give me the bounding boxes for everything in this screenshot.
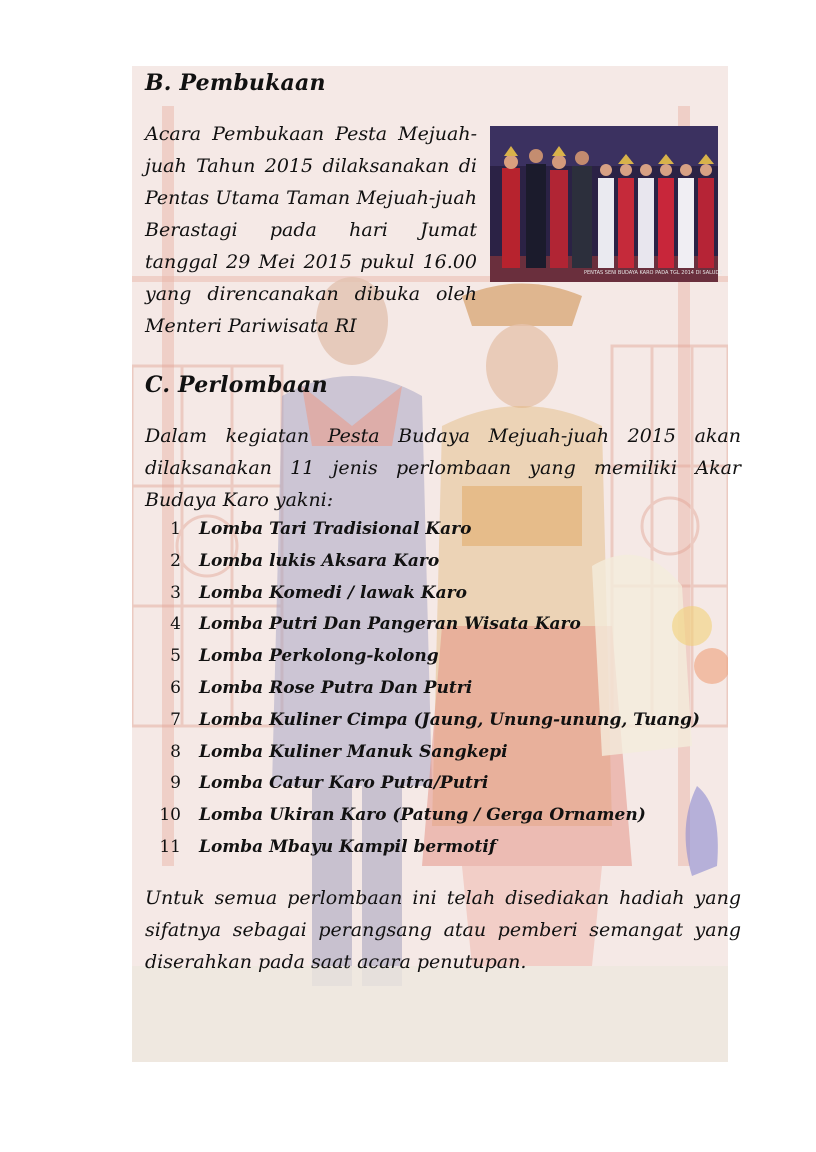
list-item-text: Lomba Kuliner Manuk Sangkepi [199, 741, 508, 762]
list-item-number: 10 [159, 805, 181, 826]
list-item [145, 514, 705, 546]
pembukaan-paragraph: Acara Pembukaan Pesta Mejuah-juah Tahun 2015 dilaksanakan di Pentas Utama Taman Mejuah-juah Berastagi pada hari Jumat tanggal 29 Mei 2015 pukul 16.00 yang direncanakan dibuka oleh Menteri Pariwisata RI [145, 123, 477, 337]
list-item-text: Lomba Ukiran Karo (Patung / Gerga Ornamen) [199, 805, 646, 826]
list-item [145, 673, 705, 705]
list-item-text: Lomba Komedi / lawak Karo [199, 582, 467, 603]
list-item-number: 6 [170, 677, 181, 698]
list-item-text: Lomba Mbayu Kampil bermotif [199, 836, 497, 857]
perlombaan-intro: Dalam kegiatan Pesta Budaya Mejuah-juah 2015 akan dilaksanakan 11 jenis perlombaan yang memiliki Akar Budaya Karo yakni: [145, 425, 741, 511]
list-item-text: Lomba Rose Putra Dan Putri [199, 677, 473, 698]
list-item-number: 11 [159, 836, 181, 857]
list-item-number: 4 [170, 614, 181, 635]
list-item [145, 641, 705, 673]
closing-paragraph: Untuk semua perlombaan ini telah disediakan hadiah yang sifatnya sebagai perangsang atau pemberi semangat yang diserahkan pada saat acara penutupan. [145, 887, 741, 973]
list-item-text: Lomba Perkolong-kolong [199, 646, 439, 667]
list-item-text: Lomba lukis Aksara Karo [199, 550, 440, 571]
list-item-text: Lomba Kuliner Cimpa (Jaung, Unung-unung, Tuang) [199, 709, 700, 730]
list-item-text: Lomba Catur Karo Putra/Putri [199, 773, 489, 794]
competition-list [145, 514, 705, 864]
list-item-number: 7 [170, 709, 181, 730]
list-item-number: 1 [170, 519, 181, 539]
list-item [145, 768, 705, 800]
photo-caption: PENTAS SENI BUDAYA KARO PADA TGL 2014 DI SALUDE [584, 270, 723, 276]
list-item [145, 705, 705, 737]
list-item [145, 832, 705, 864]
list-item-number: 5 [170, 646, 181, 667]
list-item [145, 546, 705, 578]
section-heading-pembukaan: B. Pembukaan [145, 70, 326, 96]
list-item-text: Lomba Tari Tradisional Karo [199, 519, 472, 539]
list-item-number: 8 [170, 741, 181, 762]
list-item-number: 9 [170, 773, 181, 794]
list-item [145, 800, 705, 832]
list-item-number: 3 [170, 582, 181, 603]
list-item-number: 2 [170, 550, 181, 571]
list-item [145, 609, 705, 641]
list-item [145, 737, 705, 769]
section-heading-perlombaan: C. Perlombaan [145, 372, 328, 398]
list-item-text: Lomba Putri Dan Pangeran Wisata Karo [199, 614, 581, 635]
list-item [145, 578, 705, 610]
